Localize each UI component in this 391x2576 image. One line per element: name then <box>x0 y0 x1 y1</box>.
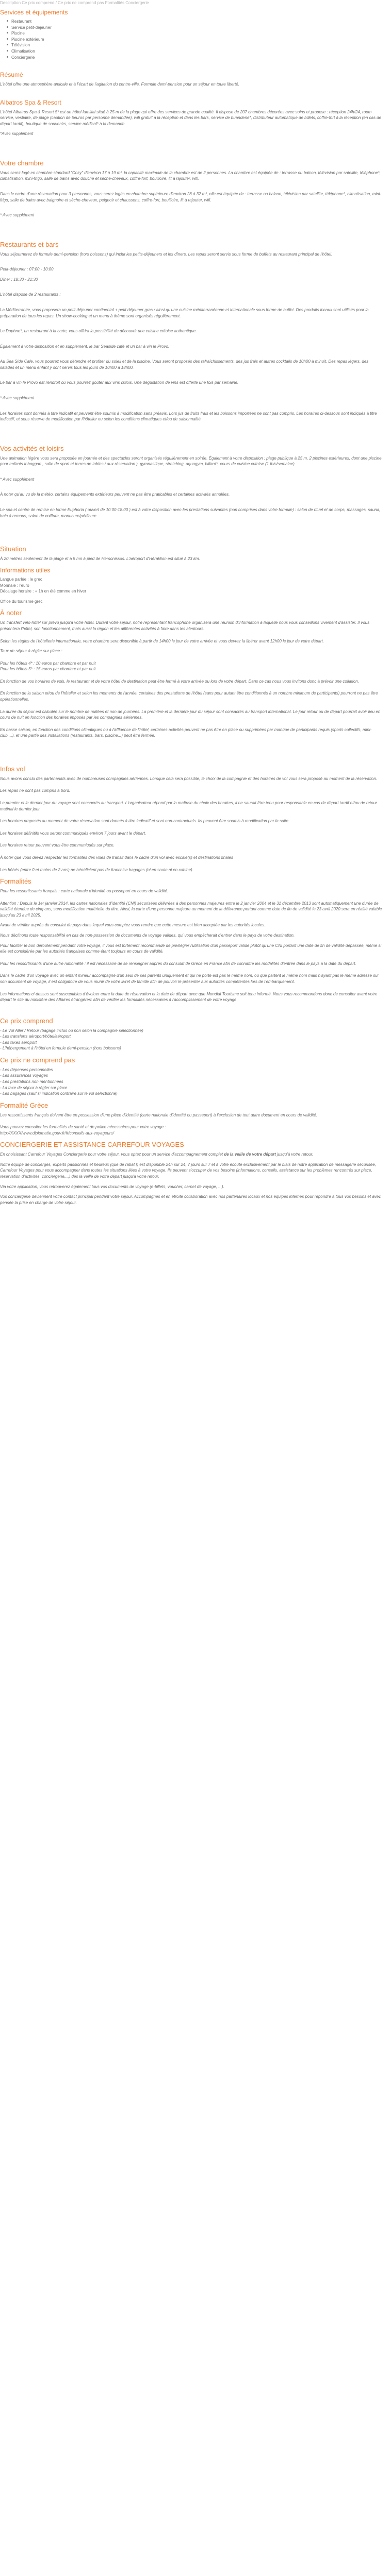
prix-ne-comprend-title: Ce prix ne comprend pas <box>0 1056 75 1064</box>
services-title: Services et équipements <box>0 8 68 16</box>
infos-vol-title: Infos vol <box>0 765 25 773</box>
service-item: Restaurant <box>11 19 384 25</box>
prix-comprend-title: Ce prix comprend <box>0 1016 53 1025</box>
conciergerie-text-2: Notre équipe de concierges, experts passionnés et heureux (que de rabat !) est disponible 24h sur 24, 7 jours sur 7 et à votre écoute exclusivement par le biais de notre application de messagerie sécurisée, Carrefour Voyages pour vous accompagner dans toutes les situations liées à votre voyage. Ils peuvent s'occuper de vos besoins (informations, conseils, assistance sur les problèmes rencontrés sur place, réservation d'activités, conciergerie,...) dès la veille de votre départ jusqu'à votre retour. <box>0 1162 376 1179</box>
service-item: Service petit-déjeuner <box>11 25 384 31</box>
conciergerie-text-1c: jusqu'à votre retour. <box>275 1152 314 1157</box>
formalites-text-3: Avant de vérifier auprès du consulat du pays dans lequel vous comptez vous rendre que cette mesure est bien acceptée par les autorités locales. <box>0 923 266 928</box>
prix-ne-comprend-item: - Les dépenses personnelles <box>0 1067 53 1072</box>
hotel-title: Albatros Spa & Resort <box>0 99 61 107</box>
prix-comprend-item: - Les taxes aéroport <box>0 1040 37 1045</box>
page <box>0 0 391 1215</box>
chambre-text: Vous serez logé en chambre standard "Cozy" d'environ 17 à 19 m², la capacité maximale de la chambre est de 2 personnes. La chambre est équipée de : terrasse ou balcon, télévision par satellite, téléphone*, climatisation, mini-frigo, salle de bains avec douche et sèche-cheveux, coffre-fort, bouilloire, lit à rajouter, wifi. <box>0 170 381 181</box>
prix-ne-comprend-item: - Les bagages (sauf si indication contraire sur le vol sélectionné) <box>0 1091 118 1096</box>
service-item: Conciergerie <box>11 55 384 61</box>
conciergerie-text-1a: En choisissant Carrefour Voyages Conciergerie pour votre séjour, vous optez pour un service d'accompagnement complet <box>0 1152 224 1157</box>
formalites-text-2: Attention : Depuis le 1er janvier 2014, les cartes nationales d'identité (CNI) sécurisées délivrées à des personnes majeures entre le 2 janvier 2004 et le 31 décembre 2013 sont automatiquement une durée de validité étendue de cinq ans, sans modification matérielle du titre. Ainsi, la carte d'une personne majeure au moment de la délivrance portant comme date de fin de validité le 23 avril 2020 sera en réalité valable jusqu'au 23 avril 2025. <box>0 901 382 918</box>
formalites-text-1: Pour les ressortissants français : carte nationale d'identité ou passeport en cours de validité. <box>0 889 169 894</box>
service-item: Piscine <box>11 30 384 37</box>
resume-text: L'hôtel offre une atmosphère amicale et à l'écart de l'agitation du centre-ville. Formule demi-pension pour un séjour en toute liberté. <box>0 81 239 87</box>
restaurants-note-2: Les horaires sont donnés à titre indicatif et peuvent être soumis à modification sans préavis. Lors jus de fruits frais et les boissons importées ne sont pas compris. Les horaires ci-dessous sont indiqués à titre indicatif, et sous réserve de modification par l'hôtelier ou selon les conditions climatiques et/ou de saisonnalité. <box>0 411 377 422</box>
chambre-note: * Avec supplément <box>0 213 35 218</box>
formalite-grece-text-2: Vous pouvez consulter les formalités de santé et de police nécessaires pour votre voyage : <box>0 1125 166 1130</box>
service-item: Piscine extérieure <box>11 37 384 43</box>
chambre-text-2: Dans le cadre d'une réservation pour 3 personnes, vous serez logés en chambre supérieure d'environ 28 à 32 m², elle est équipée de : terrasse ou balcon, télévision par satellite, téléphone*, climatisation, mini-frigo, salle de bains avec baignoire et sèche-cheveux, peignoir et chaussons, coffre-fort, bouilloire, lit à rajouter, wifi. <box>0 191 382 202</box>
situation-title: Situation <box>0 545 26 553</box>
infos-vol-text-1: Nous avons conclu des partenariats avec de nombreuses compagnies aériennes. Lorsque cela sera possible, le choix de la compagnie et des horaires de vol vous sera proposé au moment de la réservation. <box>0 776 378 781</box>
activites-text: Une animation légère vous sera proposée en journée et des spectacles seront organisés régulièrement en soirée. Également à votre disposition : plage publique à 25 m, 2 piscines extérieures, dont une piscine pour enfants toboggan , salle de sport et terres de tables / aux réservation ), gymnastique, stretching, aquagym, billard*, cours de cuisine critoise (1 fois/semaine) <box>0 455 382 467</box>
activites-note: * Avec supplément <box>0 477 35 482</box>
infos-vol-text-3: Le premier et le dernier jour du voyage sont consacrés au transport. L'organisateur répond par la maîtrise du choix des horaires, il ne saurait être tenu pour responsable en cas de départ tardif et/ou de retour matinal le dernier jour. <box>0 801 377 811</box>
conciergerie-title: CONCIERGERIE ET ASSISTANCE CARREFOUR VOYAGES <box>0 1141 184 1149</box>
formalites-text-5: Pour faciliter le bon déroulement pendant votre voyage, il vous est fortement recommandé de privilégier l'utilisation d'un passeport valide plutôt qu'une CNI portant une date de fin de validité dépassée, même si elle est considérée par les autorités françaises comme étant toujours en cours de validité. <box>0 943 382 954</box>
prix-comprend-item: - L'hébergement à l'hôtel en formule demi-pension (hors boissons) <box>0 1046 121 1051</box>
conciergerie-text-3: Via votre application, vous retrouverez également tous vos documents de voyage (e-billets, voucher, carnet de voyage, ...). <box>0 1184 224 1189</box>
restaurants-hours-2: Dîner : 18:30 - 21:30 <box>0 277 38 282</box>
prix-ne-comprend-item: - La taxe de séjour à régler sur place <box>0 1085 68 1090</box>
services-list <box>0 19 384 60</box>
conciergerie-text-1b: de la veille de votre départ <box>224 1152 276 1157</box>
situation-text: À 20 mètres seulement de la plage et à 5 mn à pied de Hersonissos. L'aéroport d'Héraklion est situé à 23 km. <box>0 556 200 562</box>
a-noter-text-5: Pour les hôtels 5* : 15 euros par chambre et par nuit <box>0 667 96 672</box>
formalite-grece-title: Formalité Grèce <box>0 1101 48 1109</box>
activites-note-2: À noter qu'au vu de la météo, certains équipements extérieurs peuvent ne pas être praticables et certaines activités annulées. <box>0 492 230 497</box>
formalites-text-8: Les informations ci-dessus sont susceptibles d'évoluer entre la date de réservation et la date de départ avec que Mondial Tourisme soit tenu informé. Nous vous recommandons donc de consulter avant votre départ le site du ministère des Affaires étrangères: afin de vérifier les formalités nécessaires à l'accomplissement de votre voyage <box>0 991 378 1003</box>
infos-utiles-monnaie: Monnaie : l'euro <box>0 583 29 588</box>
infos-vol-text-4: Les horaires proposés au moment de votre réservation sont donnés à titre indicatif et sont non-contractuels. Ils peuvent être soumis à modification par la suite. <box>0 819 290 824</box>
prix-ne-comprend-item: - Les prestations non mentionnées <box>0 1079 63 1084</box>
infos-vol-text-2: Les repas ne sont pas compris à bord. <box>0 788 71 793</box>
hotel-note: *Avec supplément <box>0 131 34 137</box>
restaurant-1: La Méditerranée, vous proposera un petit déjeuner continental + petit déjeuner gras / ainsi qu'une cuisine méditerranéenne et internationale sous forme de buffet. Des produits locaux sont utilisés pour la préparation de tous les repas. Un show-cooking et un menu à thème sont organisés régulièrement. <box>0 307 369 318</box>
chambre-title: Votre chambre <box>0 159 44 167</box>
restaurants-bars: Au Sea Side Cafe, vous pourrez vous détendre et profiter du soleil et de la piscine. Vous seront proposés des rafraîchissements, des jus frais et autres cocktails de 10h00 à minuit. Des repas légers, des salades et un menu enfant y sont servis tous les jours de 10h00 à 18h00. <box>0 359 369 370</box>
formalites-text-4: Nous déclinons toute responsabilité en cas de non-possession de documents de voyage valides, qui vous empêcherait d'entrer dans le pays de votre destination. <box>0 933 295 938</box>
restaurants-offers: L'hôtel dispose de 2 restaurants : <box>0 292 61 297</box>
restaurants-reservation: Également à votre disposition et en supplément, le bar Seaside café et un bar à vin le Provo. <box>0 344 170 349</box>
formalite-grece-text-1: Les ressortissants français doivent être en possession d'une pièce d'identité (carte nationale d'identité ou passeport) à l'exclusion de tout autre document en cours de validité. <box>0 1112 317 1117</box>
restaurants-intro: Vous séjournerez de formule demi-pension (hors boissons) qui inclut les petits-déjeuners et les dîners. Les repas seront servis sous forme de buffets au restaurant principal de l'hôtel. <box>0 251 333 257</box>
conciergerie-text-4: Vos conciergerie deviennent votre contact principal pendant votre séjour. Accompagnés et en étroite collaboration avec nos partenaires locaux et nos équipes internes pour répondre à tous vos besoins et avec pensée la prise en charge de votre séjour. <box>0 1194 381 1205</box>
infos-utiles-langue: Langue parlée : le grec <box>0 577 42 582</box>
infos-vol-text-7: À noter que vous devez respecter les formalités des villes de transit dans le cadre d'un vol avec escale(s) et destinations finales <box>0 855 233 860</box>
restaurants-note: * Avec supplément <box>0 396 35 401</box>
a-noter-title: À noter <box>0 609 22 617</box>
infos-utiles-office: Office du tourisme grec <box>0 599 43 604</box>
activites-title: Vos activités et loisirs <box>0 444 64 452</box>
restaurants-wine: Le bar à vin le Provo est l'endroit où vous pourrez goûter aux vins critois. Une dégustation de vins est offerte une fois par semaine. <box>0 380 239 385</box>
resume-title: Résumé <box>0 71 23 79</box>
infos-vol-text-8: Les bébés (entre 0 et moins de 2 ans) ne bénéficient pas de franchise bagages (ni en soute ni en cabine). <box>0 867 193 872</box>
formalites-text-7: Dans le cadre d'un voyage avec un enfant mineur accompagné d'un seul de ses parents uniquement et qui ne porte est pas le même nom, ou que partent le même nom mais n'ayant pas le même adresse sur son document de voyage, il est obligatoire de vous munir de votre livret de famille afin de pouvoir le présenter aux autorités compétentes lors de l'embarquement. <box>0 973 379 984</box>
a-noter-text-2: Selon les règles de l'hôtellerie internationale, votre chambre sera disponible à partir de 14h00 le jour de votre arrivée et vous devrez la libérer avant 12h00 le jour de votre départ. <box>0 638 324 643</box>
prix-ne-comprend-item: - Les assurances voyages <box>0 1073 48 1078</box>
restaurants-hours-1: Petit-déjeuner : 07:00 - 10:00 <box>0 267 54 272</box>
prix-comprend-item: - Les transferts aéroport/hôtel/aéroport <box>0 1034 71 1039</box>
formalites-title: Formalités <box>0 877 31 886</box>
infos-vol-text-6: Les horaires retour peuvent vous être communiqués sur place. <box>0 843 115 848</box>
restaurants-title: Restaurants et bars <box>0 240 59 248</box>
infos-utiles-title: Informations utiles <box>0 566 51 574</box>
a-noter-text-7: En fonction de la saison et/ou de l'hôtelier et selon les moments de l'année, certaines des prestations de l'hôtel (sans pour autant être conditionnés à un nombre minimum de participants) pourront ne pas être opérationnelles. <box>0 691 378 702</box>
infos-vol-text-5: Les horaires définitifs vous seront communiqués environ 7 jours avant le départ. <box>0 831 146 836</box>
restaurant-2: Le Daphne*, un restaurant à la carte, vous offrira la possibilité de découvrir une cuisine critoise authentique. <box>0 329 197 334</box>
service-item: Télévision <box>11 42 384 48</box>
hotel-text: L'hôtel Albatros Spa & Resort 5* est un hôtel familial situé à 25 m de la plage qui offre des services de grande qualité. Il dispose de 207 chambres décorées avec soins et propose : réception 24h/24, room service, vestiaire, de plage (caution de 5euros par personne demandée), wifi gratuit à la réception et dans les bars, service de buanderie*, distributeur automatique de billets, coffre-fort à la réception (en cas de départ tardif), boutique de souvenirs, service médical* à la demande. <box>0 109 382 126</box>
activites-spa: Le spa et centre de remise en forme Euphoria ( ouvert de 10:00-18:00 ) est à votre disposition avec les prestations suivantes (non comprises dans votre formule) : salon de rituel et de corps, massages, sauna, bain à remous, salon de coiffure, manucure/pédicure. <box>0 507 381 518</box>
a-noter-text-8: La durée du séjour est calculée sur le nombre de nuitées et non de journées. La première et la dernière jour du séjour sont consacrés au transport international. Le jour retour ou de départ pourrait avoir lieu en cours de nuit en fonction des horaires imposés par les compagnies aériennes. <box>0 709 381 720</box>
top-description: Description Ce prix comprend / Ce prix ne comprend pas Formalités Conciergerie <box>0 1 149 5</box>
a-noter-text-4: Pour les hôtels 4* : 10 euros par chambre et par nuit <box>0 660 96 666</box>
a-noter-text-9: En basse saison, en fonction des conditions climatiques ou à l'affluence de l'hôtel, certaines activités peuvent ne pas être en place ou supprimées par manque de participants requis (sports collectifs, mini-club,...), et une partie des installations (restaurants, bars, piscine...) peut être fermée. <box>0 727 372 738</box>
service-item: Climatisation <box>11 48 384 55</box>
a-noter-text-6: En fonction de vos horaires de vols, le restaurant et de votre hôtel de destination peut être fermé à votre arrivée ou lors de votre départ. Dans ce cas nous vous invitons donc à prévoir une collation. <box>0 679 359 684</box>
formalites-text-6: Pour les ressortissants d'une autre nationalité : il est nécessaire de se renseigner auprès du consulat de Grèce en France afin de connaître les modalités d'entrée dans le pays à la date du départ. <box>0 961 356 966</box>
prix-comprend-item: - Le Vol Aller / Retour (bagage inclus ou non selon la compagnie sélectionnée) <box>0 1028 143 1033</box>
conciergerie-text-1 <box>0 1151 384 1158</box>
infos-utiles-decalage: Décalage horaire : + 1h en été comme en hiver <box>0 589 86 594</box>
a-noter-text-1: Un transfert vélo-hôtel sur prévu jusqu'à votre hôtel. Durant votre séjour, notre représentant francophone organisera une réunion d'information à laquelle nous vous conseillons vivement d'assister. Il vous présentera l'hôtel, son fonctionnement, mais aussi la région et les différentes activités à faire dans les alentours. <box>0 620 370 631</box>
a-noter-text-3: Taux de séjour à régler sur place : <box>0 649 62 654</box>
formalite-grece-link[interactable]: http://XXXX/www.diplomatie.gouv.fr/fr/conseils-aux-voyageurs/ <box>0 1130 114 1136</box>
